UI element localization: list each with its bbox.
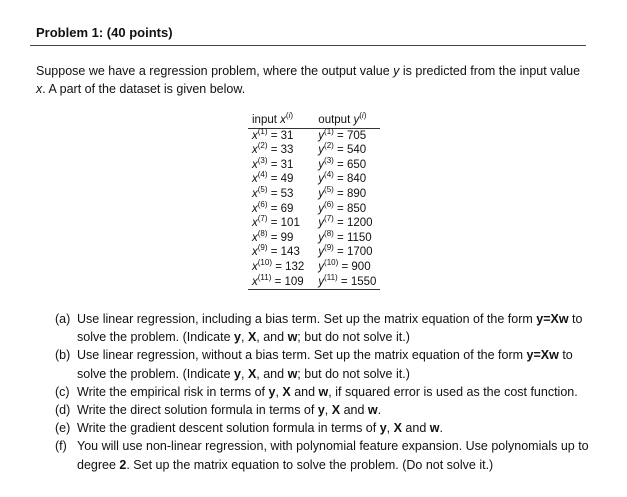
part-text-segment: X xyxy=(282,384,291,399)
part-text-segment: , xyxy=(240,330,248,345)
part-text-segment: X xyxy=(393,421,402,436)
output-cell: $y^{(6)} = 850$ xyxy=(318,199,367,215)
part-text-segment: y xyxy=(317,403,325,418)
part-text-segment: , xyxy=(324,403,332,418)
part-text-segment: . xyxy=(377,403,382,418)
header-output-label: output xyxy=(318,114,351,126)
part-text-segment: and xyxy=(340,403,368,418)
output-cell: $y^{(11)} = 1550$ xyxy=(314,275,380,290)
part-text-segment: w xyxy=(287,330,298,345)
part-text-segment: Use linear regression, including a bias term. Set up the matrix equation of the form xyxy=(77,312,537,326)
input-cell: $x^{(9)} = 143$ xyxy=(252,243,300,259)
part-text-segment: w xyxy=(429,421,440,436)
part-text xyxy=(77,419,590,437)
part-text-segment: w xyxy=(318,384,329,399)
part-text-segment: ; but do not solve it.) xyxy=(297,366,410,381)
question-part xyxy=(55,437,590,473)
question-part xyxy=(55,401,590,419)
table-row xyxy=(248,275,380,290)
part-text-segment: X xyxy=(247,366,257,381)
intro-var-y: y xyxy=(393,64,400,78)
title-divider xyxy=(30,45,586,46)
output-cell: $y^{(1)} = 705$ xyxy=(318,126,367,142)
input-cell: $x^{(10)} = 132$ xyxy=(252,258,305,273)
output-cell: $y^{(2)} = 540$ xyxy=(318,141,367,157)
question-part xyxy=(55,346,590,382)
part-label: (a) xyxy=(55,312,71,326)
part-text-segment: y xyxy=(234,330,241,345)
intro-text-a: Suppose we have a regression problem, where the output value xyxy=(36,64,394,78)
output-cell: $y^{(4)} = 840$ xyxy=(318,170,367,186)
part-text-segment: 2 xyxy=(119,457,127,472)
problem-intro xyxy=(36,62,586,98)
intro-var-x: x xyxy=(36,82,43,96)
input-cell: $x^{(5)} = 53$ xyxy=(252,185,294,200)
header-output: output $y^{(i)}$ xyxy=(314,113,380,128)
part-text-segment: . Set up the matrix equation to solve the problem. (Do not solve it.) xyxy=(126,457,494,472)
part-text xyxy=(77,401,590,419)
header-input: input $x^{(i)}$ xyxy=(248,113,314,128)
input-cell: $x^{(11)} = 109$ xyxy=(248,275,314,290)
question-part xyxy=(55,310,590,346)
input-cell: $x^{(4)} = 49$ xyxy=(252,170,294,186)
problem-title: Problem 1: (40 points) xyxy=(36,25,173,40)
part-text-segment: You will use non-linear regression, with polynomial feature expansion. Use polynomials up to degree xyxy=(77,439,589,472)
question-part xyxy=(55,383,590,401)
intro-text-b: is predicted from the input value xyxy=(399,64,581,78)
part-label: (f) xyxy=(55,439,67,454)
output-cell: $y^{(10)} = 900$ xyxy=(318,258,371,273)
input-cell: $x^{(1)} = 31$ xyxy=(252,126,294,142)
part-label: (b) xyxy=(55,348,71,363)
part-text-segment: Write the direct solution formula in terms of xyxy=(77,403,318,418)
part-text-segment: y xyxy=(379,421,387,436)
part-text-segment: , xyxy=(240,366,248,381)
question-part xyxy=(55,419,590,437)
part-text-segment: Write the empirical risk in terms of xyxy=(77,384,269,399)
part-label: (e) xyxy=(55,421,71,436)
part-text-segment: , and xyxy=(256,366,288,381)
part-text-segment: y xyxy=(234,366,241,381)
part-label: (d) xyxy=(55,403,71,418)
part-text-segment: w xyxy=(367,403,378,418)
output-cell: $y^{(8)} = 1150$ xyxy=(318,228,372,244)
part-text-segment: and xyxy=(401,421,430,436)
part-text-segment: to solve the problem. (Indicate xyxy=(77,312,583,345)
input-cell: $x^{(6)} = 69$ xyxy=(252,199,294,215)
part-text-segment: and xyxy=(290,384,319,399)
header-input-label: input xyxy=(252,114,277,126)
part-text-segment: , and xyxy=(256,330,288,345)
question-parts xyxy=(55,310,590,474)
input-cell: $x^{(2)} = 33$ xyxy=(252,141,294,157)
part-text-segment: Write the gradient descent solution formula in terms of xyxy=(77,421,380,436)
part-text-segment: y xyxy=(268,384,276,399)
part-text xyxy=(77,383,590,401)
part-text-segment: X xyxy=(331,403,341,418)
table-body xyxy=(248,128,380,290)
input-cell: $x^{(3)} = 31$ xyxy=(252,155,294,171)
input-cell: $x^{(7)} = 101$ xyxy=(252,214,300,230)
dataset-table xyxy=(248,113,380,290)
part-text-segment: , xyxy=(275,384,283,399)
part-text-segment: Use linear regression, without a bias term. Set up the matrix equation of the form xyxy=(77,348,527,363)
output-cell: $y^{(5)} = 890$ xyxy=(318,185,367,200)
part-text xyxy=(77,346,590,382)
part-text-segment: w xyxy=(287,366,298,381)
part-text-segment: , xyxy=(386,421,394,436)
table-header-row xyxy=(248,113,380,128)
part-label: (c) xyxy=(55,384,70,399)
part-text xyxy=(77,310,590,346)
part-text-segment: y=Xw xyxy=(536,312,569,326)
output-cell: $y^{(7)} = 1200$ xyxy=(318,214,373,230)
part-text xyxy=(77,437,590,473)
output-cell: $y^{(3)} = 650$ xyxy=(318,155,367,171)
output-cell: $y^{(9)} = 1700$ xyxy=(318,243,373,259)
part-text-segment: ; but do not solve it.) xyxy=(297,330,410,345)
part-text-segment: X xyxy=(247,330,257,345)
part-text-segment: to solve the problem. (Indicate xyxy=(77,348,573,381)
input-cell: $x^{(8)} = 99$ xyxy=(252,228,294,244)
part-text-segment: . xyxy=(439,421,443,436)
intro-text-c: . A part of the dataset is given below. xyxy=(42,82,246,96)
part-text-segment: , if squared error is used as the cost function. xyxy=(328,384,578,399)
part-text-segment: y=Xw xyxy=(526,348,559,363)
